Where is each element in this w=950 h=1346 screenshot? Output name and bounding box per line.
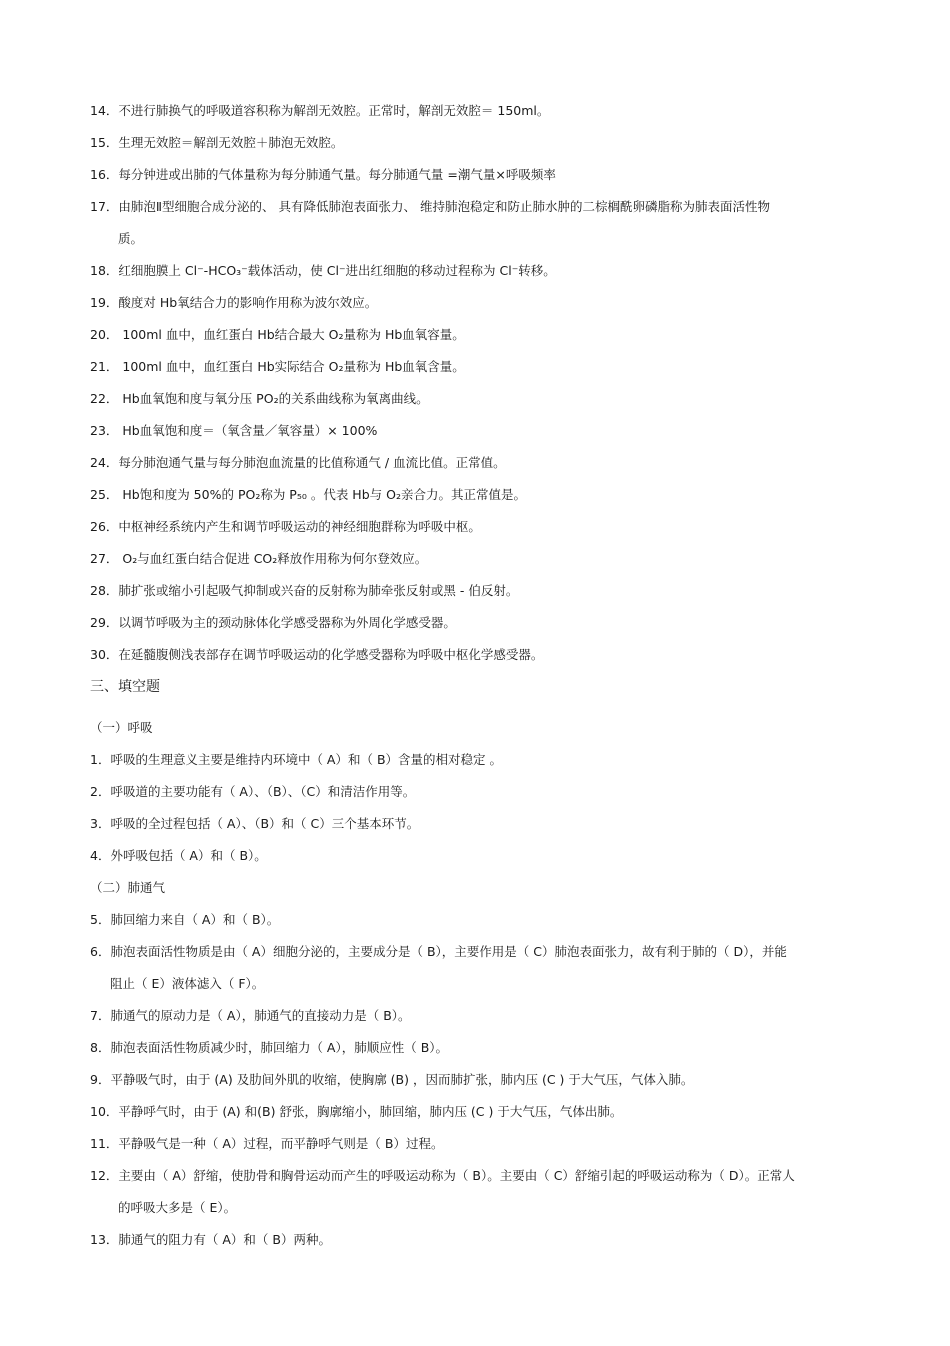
definition-23: 23． Hb血氧饱和度＝（氧含量／氧容量）× 100% bbox=[90, 423, 378, 438]
fill-question-13: 13．肺通气的阻力有（ A）和（ B）两种。 bbox=[90, 1232, 331, 1247]
fill-question-12: 12．主要由（ A）舒缩，使肋骨和胸骨运动而产生的呼吸运动称为（ B）。主要由（ C）舒缩引起的呼吸运动称为（ D）。正常人 bbox=[90, 1168, 795, 1183]
definition-24: 24．每分肺泡通气量与每分肺泡血流量的比值称通气 / 血流比值。正常值。 bbox=[90, 455, 506, 470]
fill-question-9: 9．平静吸气时，由于 (A) 及肋间外肌的收缩，使胸廓 (B) ，因而肺扩张，肺内压 (C ) 于大气压，气体入肺。 bbox=[90, 1072, 694, 1087]
fill-question-1: 1．呼吸的生理意义主要是维持内环境中（ A）和（ B）含量的相对稳定 。 bbox=[90, 752, 503, 767]
definition-22: 22． Hb血氧饱和度与氧分压 PO₂的关系曲线称为氧离曲线。 bbox=[90, 391, 429, 406]
fill-question-7: 7．肺通气的原动力是（ A），肺通气的直接动力是（ B）。 bbox=[90, 1008, 411, 1023]
definition-18: 18．红细胞膜上 Cl⁻-HCO₃⁻载体活动，使 Cl⁻进出红细胞的移动过程称为 Cl⁻转移。 bbox=[90, 263, 556, 278]
definition-25: 25． Hb饱和度为 50%的 PO₂称为 P₅₀ 。代表 Hb与 O₂亲合力。其正常值是。 bbox=[90, 487, 526, 502]
fill-question-10: 10．平静呼气时，由于 (A) 和(B) 舒张，胸廓缩小，肺回缩，肺内压 (C ) 于大气压，气体出肺。 bbox=[90, 1104, 623, 1119]
definition-21: 21． 100ml 血中，血红蛋白 Hb实际结合 O₂量称为 Hb血氧含量。 bbox=[90, 359, 465, 374]
fill-question-3: 3．呼吸的全过程包括（ A）、（B）和（ C）三个基本环节。 bbox=[90, 816, 420, 831]
fill-question-8: 8．肺泡表面活性物质减少时，肺回缩力（ A），肺顺应性（ B）。 bbox=[90, 1040, 449, 1055]
subsection-breathing: （一）呼吸 bbox=[90, 720, 153, 735]
definition-20: 20． 100ml 血中，血红蛋白 Hb结合最大 O₂量称为 Hb血氧容量。 bbox=[90, 327, 465, 342]
definition-19: 19．酸度对 Hb氧结合力的影响作用称为波尔效应。 bbox=[90, 295, 378, 310]
definition-27: 27． O₂与血红蛋白结合促进 CO₂释放作用称为何尔登效应。 bbox=[90, 551, 428, 566]
fill-question-5: 5．肺回缩力来自（ A）和（ B）。 bbox=[90, 912, 280, 927]
definition-29: 29．以调节呼吸为主的颈动脉体化学感受器称为外周化学感受器。 bbox=[90, 615, 456, 630]
fill-question-4: 4．外呼吸包括（ A）和（ B）。 bbox=[90, 848, 267, 863]
definition-15: 15．生理无效腔＝解剖无效腔＋肺泡无效腔。 bbox=[90, 135, 344, 150]
fill-question-2: 2．呼吸道的主要功能有（ A）、（B）、（C）和清洁作用等。 bbox=[90, 784, 416, 799]
definition-17: 17．由肺泡Ⅱ型细胞合成分泌的、 具有降低肺泡表面张力、 维持肺泡稳定和防止肺水肿的二棕榈酰卵磷脂称为肺表面活性物 bbox=[90, 199, 771, 214]
section-heading: 三、填空题 bbox=[90, 679, 160, 695]
definition-30: 30．在延髓腹侧浅表部存在调节呼吸运动的化学感受器称为呼吸中枢化学感受器。 bbox=[90, 647, 544, 662]
fill-question-12-continued: 的呼吸大多是（ E）。 bbox=[118, 1200, 237, 1215]
fill-question-11: 11．平静吸气是一种（ A）过程，而平静呼气则是（ B）过程。 bbox=[90, 1136, 444, 1151]
subsection-ventilation: （二）肺通气 bbox=[90, 880, 166, 895]
fill-question-6-continued: 阻止（ E）液体滤入（ F）。 bbox=[110, 976, 265, 991]
definition-17-continued: 质。 bbox=[118, 231, 144, 246]
definition-26: 26．中枢神经系统内产生和调节呼吸运动的神经细胞群称为呼吸中枢。 bbox=[90, 519, 481, 534]
fill-question-6: 6．肺泡表面活性物质是由（ A）细胞分泌的，主要成分是（ B），主要作用是（ C）肺泡表面张力，故有利于肺的（ D），并能 bbox=[90, 944, 787, 959]
definition-14: 14．不进行肺换气的呼吸道容积称为解剖无效腔。正常时，解剖无效腔＝ 150ml。 bbox=[90, 103, 550, 118]
definition-16: 16．每分钟进或出肺的气体量称为每分肺通气量。每分肺通气量 =潮气量×呼吸频率 bbox=[90, 167, 556, 182]
definition-28: 28．肺扩张或缩小引起吸气抑制或兴奋的反射称为肺牵张反射或黑 - 伯反射。 bbox=[90, 583, 519, 598]
